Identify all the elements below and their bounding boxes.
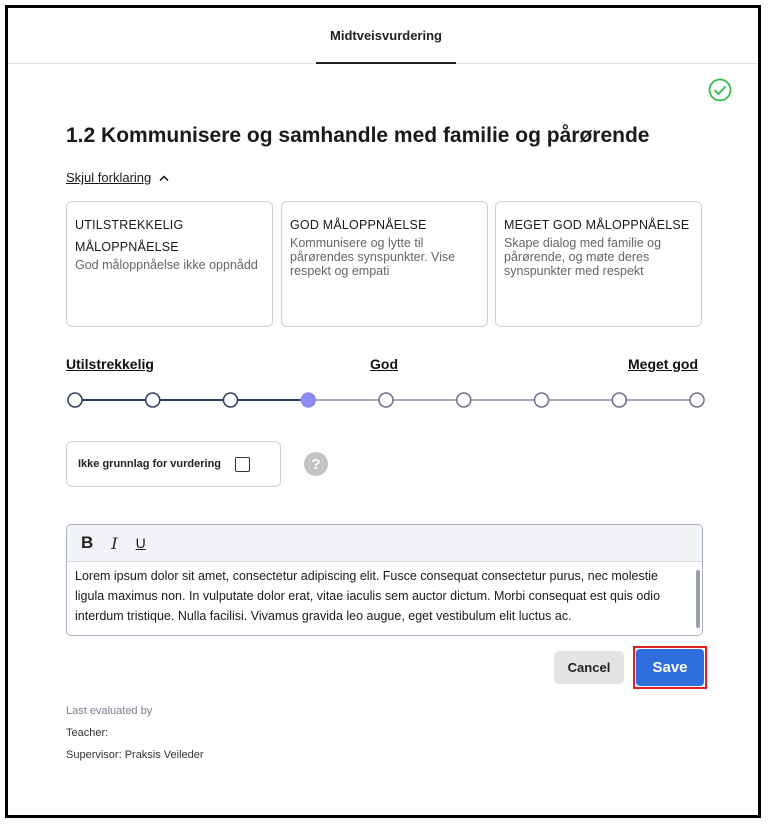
slider-step[interactable] (379, 393, 393, 407)
slider-step[interactable] (224, 393, 238, 407)
scale-label-high: Meget god (628, 356, 698, 372)
slider-step[interactable] (68, 393, 82, 407)
editor-scrollbar[interactable] (696, 570, 700, 628)
slider-step[interactable] (690, 393, 704, 407)
card-heading: GOD MÅLOPPNÅELSE (290, 218, 427, 232)
supervisor-label: Supervisor: Praksis Veileder (66, 749, 204, 761)
no-basis-option[interactable] (66, 441, 281, 487)
criteria-card-very-good (495, 201, 702, 327)
slider-step[interactable] (612, 393, 626, 407)
chevron-up-icon (159, 173, 169, 183)
tab-midtveisvurdering[interactable]: Midtveisvurdering (316, 8, 456, 64)
slider-step[interactable] (535, 393, 549, 407)
page-title: 1.2 Kommunisere og samhandle med familie og pårørende (66, 124, 650, 147)
criteria-card-good (281, 201, 488, 327)
comment-textarea[interactable]: Lorem ipsum dolor sit amet, consectetur adipiscing elit. Fusce consequat consectetur purus, nec molestie ligula maximus non. In vulputate dolor erat, vitae iaculis sem auctor dictum. Morbi consequat est quis odio interdum tristique. Nulla facilisi. Vivamus gravida leo augue, eget vestibulum elit luctus ac. (75, 569, 661, 623)
card-description: Skape dialog med familie og pårørende, og møte deres synspunkter med respekt (504, 236, 662, 278)
slider-step-selected[interactable] (301, 393, 315, 407)
scale-label-low: Utilstrekkelig (66, 356, 154, 372)
italic-button[interactable]: I (111, 533, 118, 553)
card-description: God måloppnåelse ikke oppnådd (75, 258, 258, 272)
modal-frame (5, 5, 761, 818)
underline-button[interactable]: U (135, 535, 146, 551)
cancel-button[interactable]: Cancel (554, 651, 624, 684)
tab-bar (8, 8, 758, 64)
assessment-slider[interactable] (66, 388, 706, 412)
card-heading: MEGET GOD MÅLOPPNÅELSE (504, 218, 690, 232)
toggle-explanation-label: Skjul forklaring (66, 170, 152, 185)
check-circle-icon (708, 78, 732, 102)
no-basis-label: Ikke grunnlag for vurdering (78, 458, 222, 470)
help-icon[interactable]: ? (304, 452, 328, 476)
editor-toolbar (67, 525, 702, 562)
comment-editor (66, 524, 703, 636)
scale-label-mid: God (370, 356, 398, 372)
slider-step[interactable] (146, 393, 160, 407)
teacher-label: Teacher: (66, 727, 109, 739)
bold-button[interactable]: B (81, 533, 94, 552)
criteria-card-insufficient (66, 201, 273, 327)
toggle-explanation[interactable] (66, 170, 169, 185)
slider-step[interactable] (457, 393, 471, 407)
last-evaluated-label: Last evaluated by (66, 705, 153, 717)
save-button[interactable]: Save (636, 649, 704, 686)
card-heading-line2: MÅLOPPNÅELSE (75, 240, 179, 254)
no-basis-checkbox[interactable] (235, 457, 250, 472)
card-heading: UTILSTREKKELIG (75, 218, 184, 232)
card-description: Kommunisere og lytte til pårørendes synspunkter. Vise respekt og empati (290, 236, 456, 278)
